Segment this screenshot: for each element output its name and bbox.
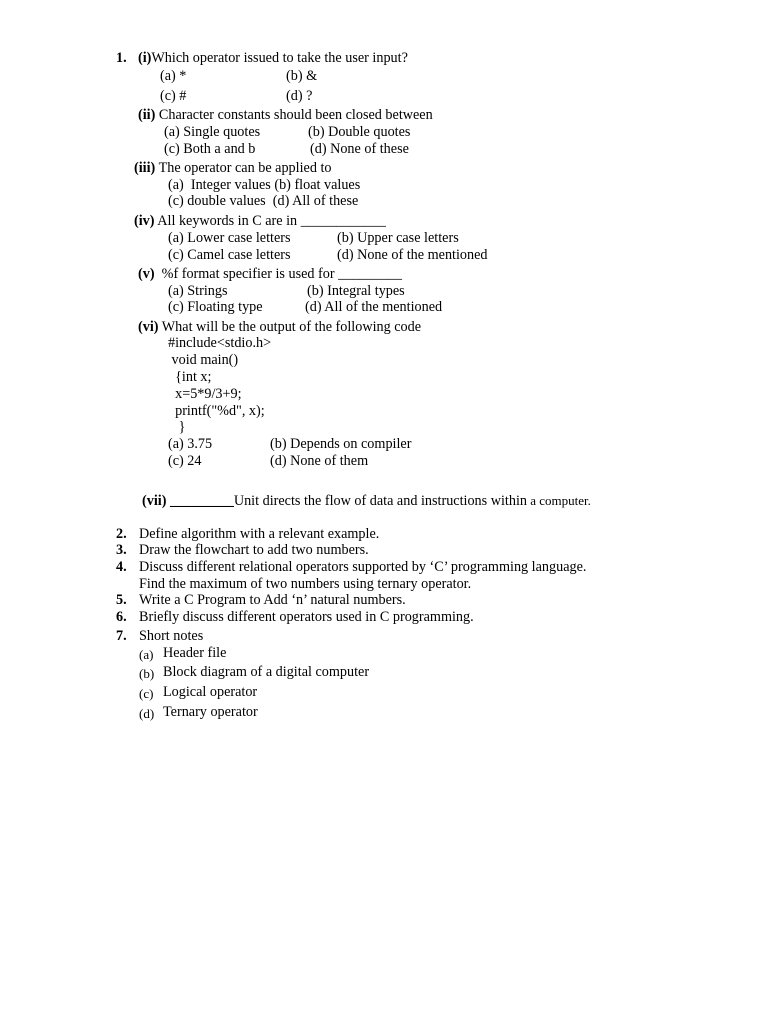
- q1-vi-label: (vi): [138, 319, 159, 335]
- q1-v-text: %f format specifier is used for _________: [154, 266, 402, 282]
- q1-ii-option-a: (a) Single quotes: [164, 124, 261, 140]
- q1-vii-label: (vii): [142, 493, 167, 509]
- q1-iv-text: All keywords in C are in ____________: [154, 213, 386, 229]
- q1-vi-option-c: (c) 24: [168, 453, 202, 469]
- question-2-number: 2.: [116, 526, 127, 542]
- short-note-text: Ternary operator: [163, 704, 258, 720]
- question-5-number: 5.: [116, 592, 127, 608]
- q1-vi-code-line: #include<stdio.h>: [168, 335, 272, 351]
- q1-v-option-c: (c) Floating type: [168, 299, 263, 315]
- question-6-number: 6.: [116, 609, 127, 625]
- q1-v-stem: [138, 266, 402, 283]
- question-7-text: Short notes: [139, 628, 204, 644]
- q1-vi-option-d: (d) None of them: [270, 453, 369, 469]
- short-note-label: (a): [139, 647, 154, 662]
- question-3-number: 3.: [116, 542, 127, 558]
- q1-iv-label: (iv): [134, 213, 155, 229]
- q1-ii-stem: [138, 107, 433, 124]
- q1-ii-option-b: (b) Double quotes: [308, 124, 411, 140]
- short-note-label: (d): [139, 706, 155, 721]
- q1-ii-option-d: (d) None of these: [310, 141, 409, 157]
- question-6-text: Briefly discuss different operators used in C programming.: [139, 609, 474, 625]
- q1-vi-code-line: x=5*9/3+9;: [168, 386, 242, 402]
- q1-iv-option-a: (a) Lower case letters: [168, 230, 291, 246]
- q1-v-option-d: (d) All of the mentioned: [305, 299, 443, 315]
- short-note-text: Block diagram of a digital computer: [163, 664, 370, 680]
- short-note-text: Logical operator: [163, 684, 258, 700]
- q1-iv-option-c: (c) Camel case letters: [168, 247, 291, 263]
- q1-v-label: (v): [138, 266, 155, 282]
- q1-vi-code-line: printf("%d", x);: [168, 403, 265, 419]
- q1-i-stem: [138, 50, 408, 67]
- question-1-number: 1.: [116, 50, 127, 66]
- q1-i-option-c: (c) #: [160, 88, 187, 104]
- q1-ii-label: (ii): [138, 107, 156, 123]
- q1-v-option-b: (b) Integral types: [307, 283, 405, 299]
- q1-vi-code-line: void main(): [168, 352, 239, 368]
- q1-iv-option-d: (d) None of the mentioned: [337, 247, 488, 263]
- q1-ii-text: Character constants should been closed between: [155, 107, 433, 123]
- q1-i-text: Which operator issued to take the user input?: [151, 50, 408, 66]
- question-4-number: 4.: [116, 559, 127, 575]
- q1-vii-stem: [142, 492, 591, 510]
- q1-iii-options-ab: (a) Integer values (b) float values: [168, 177, 361, 193]
- q1-v-option-a: (a) Strings: [168, 283, 228, 299]
- question-4-text-continued: Find the maximum of two numbers using ternary operator.: [139, 576, 472, 592]
- question-4-text: Discuss different relational operators supported by ‘C’ programming language.: [139, 559, 587, 575]
- question-5-text: Write a C Program to Add ‘n’ natural numbers.: [139, 592, 406, 608]
- q1-vi-code-line: {int x;: [168, 369, 212, 385]
- q1-vi-option-b: (b) Depends on compiler: [270, 436, 412, 452]
- q1-iii-options-cd: (c) double values (d) All of these: [168, 193, 359, 209]
- q1-vi-text: What will be the output of the following code: [158, 319, 422, 335]
- short-note-label: (c): [139, 686, 154, 701]
- q1-vi-stem: [138, 319, 421, 336]
- question-3-text: Draw the flowchart to add two numbers.: [139, 542, 369, 558]
- question-2-text: Define algorithm with a relevant example.: [139, 526, 380, 542]
- q1-iii-label: (iii): [134, 160, 156, 176]
- short-note-text: Header file: [163, 645, 227, 661]
- q1-iii-stem: [134, 160, 332, 177]
- q1-i-label: (i): [138, 50, 152, 66]
- q1-vi-code-line: }: [168, 419, 186, 435]
- q1-i-option-d: (d) ?: [286, 88, 313, 104]
- q1-vi-option-a: (a) 3.75: [168, 436, 213, 452]
- question-7-number: 7.: [116, 628, 127, 644]
- q1-vii-blank: _________: [166, 493, 234, 509]
- q1-i-option-b: (b) &: [286, 68, 318, 84]
- q1-iv-option-b: (b) Upper case letters: [337, 230, 459, 246]
- q1-iii-text: The operator can be applied to: [155, 160, 332, 176]
- q1-i-option-a: (a) *: [160, 68, 187, 84]
- q1-vii-tail: a computer.: [526, 493, 591, 508]
- q1-iv-stem: [134, 213, 386, 230]
- q1-ii-option-c: (c) Both a and b: [164, 141, 256, 157]
- short-note-label: (b): [139, 666, 155, 681]
- q1-vii-text: Unit directs the flow of data and instructions within: [233, 493, 527, 509]
